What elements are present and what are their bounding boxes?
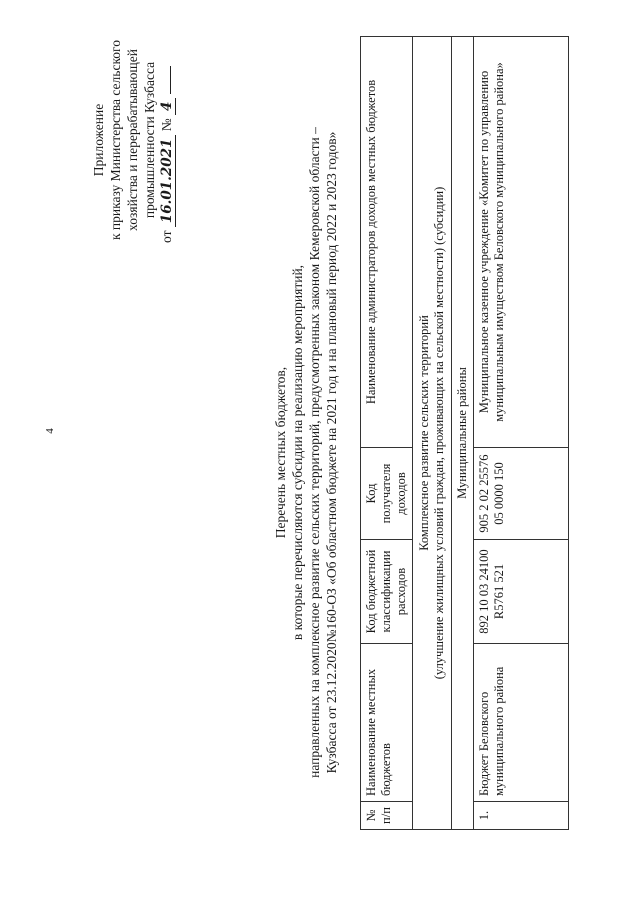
header-admin: Наименование администраторов доходов местных бюджетов — [361, 37, 413, 448]
document-title — [272, 0, 340, 905]
title-line-3: направленных на комплексное развитие сельских территорий, предусмотренных законом Кемеровской области – — [307, 127, 322, 778]
title-line-1: Перечень местных бюджетов, — [273, 366, 288, 539]
order-date: 16.01.2021 — [159, 135, 176, 228]
order-line — [158, 15, 176, 265]
row-name: Бюджет Беловского муниципального района — [474, 644, 569, 802]
appendix-line-1: к приказу Министерства сельского — [108, 39, 123, 241]
order-number: 4 — [159, 98, 176, 115]
order-number-blank — [170, 66, 171, 94]
table-header-row — [361, 37, 413, 830]
title-line-2: в которые перечисляются субсидии на реализацию мероприятий, — [290, 264, 305, 641]
header-kbk: Код бюджетной классификации расходов — [361, 540, 413, 644]
appendix-block — [90, 15, 176, 265]
title-line-4: Кузбасса от 23.12.2020№160-ОЗ «Об областном бюджете на 2021 год и на плановый период 2022 и 2023 годов» — [324, 131, 339, 774]
row-admin: Муниципальное казенное учреждение «Комитет по управлению муниципальным имуществом Беловского муниципального района» — [474, 37, 569, 448]
appendix-line-3: промышленности Кузбасса — [142, 61, 157, 219]
section-title-2: (улучшение жилищных условий граждан, проживающих на сельской местности) (субсидии) — [432, 186, 446, 680]
row-kbk: 892 10 03 24100 R5761 521 — [474, 540, 569, 644]
subsection-row — [452, 37, 474, 830]
page-number: 4 — [43, 428, 56, 434]
order-number-label: № — [159, 118, 174, 132]
order-prefix: от — [159, 230, 174, 243]
appendix-line-2: хозяйства и перерабатывающей — [125, 49, 140, 231]
section-row — [413, 37, 452, 830]
section-title-1: Комплексное развитие сельских территорий — [417, 315, 431, 551]
row-num: 1. — [474, 802, 569, 830]
table-row — [474, 37, 569, 830]
appendix-heading: Приложение — [91, 103, 106, 177]
header-code: Код получателя доходов — [361, 448, 413, 540]
subsection-title: Муниципальные районы — [452, 37, 474, 830]
row-code: 905 2 02 25576 05 0000 150 — [474, 448, 569, 540]
header-num: № п/п — [361, 802, 413, 830]
budgets-table — [360, 36, 569, 830]
header-name: Наименование местных бюджетов — [361, 644, 413, 802]
